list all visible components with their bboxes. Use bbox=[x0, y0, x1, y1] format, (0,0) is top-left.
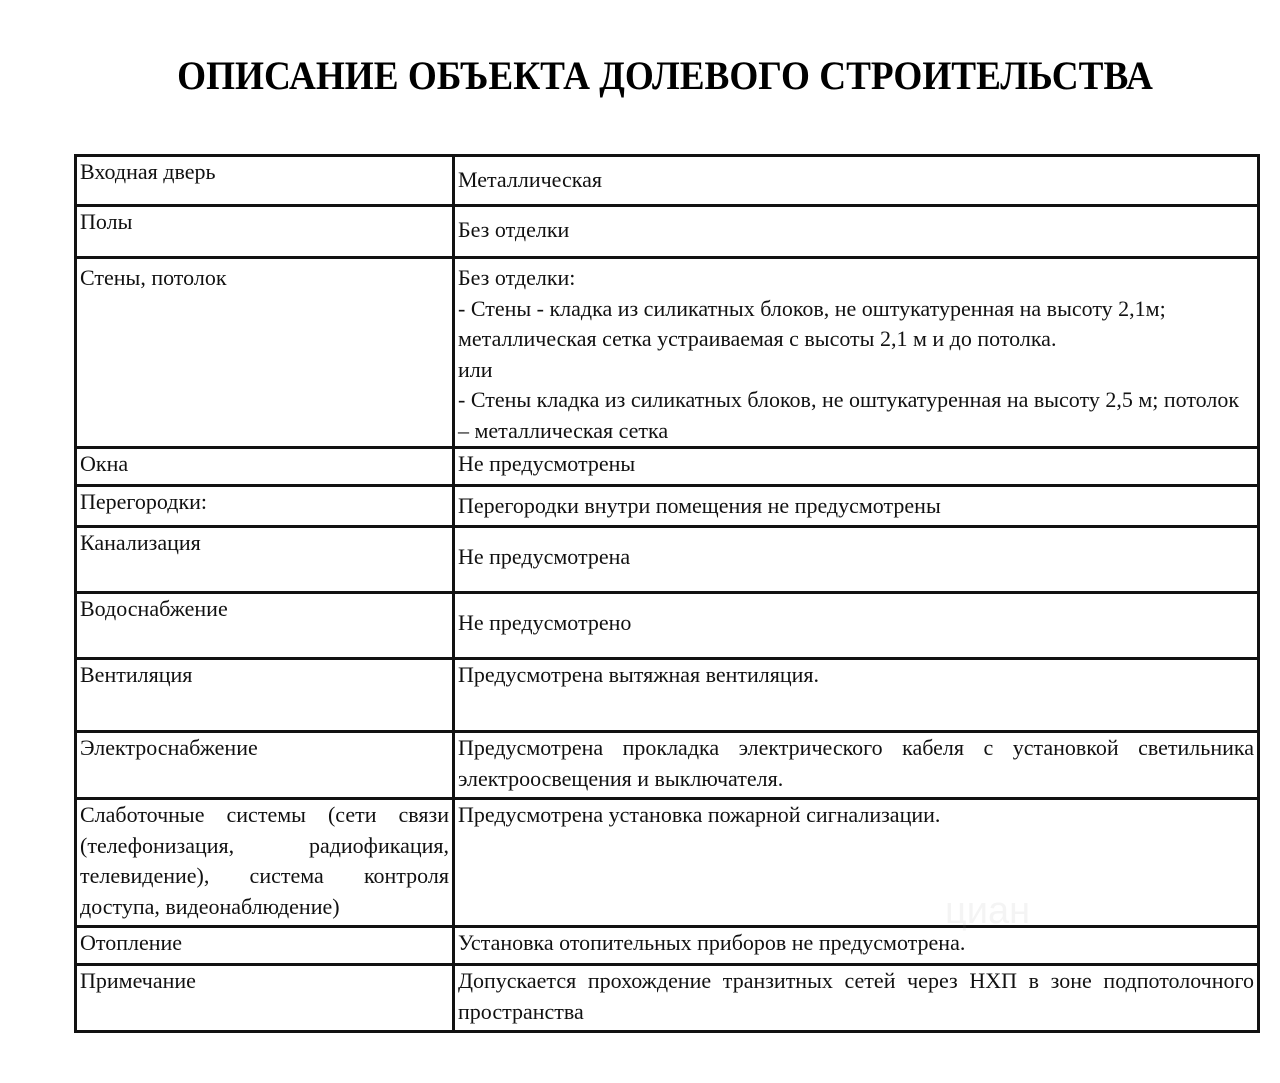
row-label-note: Примечание bbox=[76, 965, 454, 1032]
row-value-partitions: Перегородки внутри помещения не предусмотрены bbox=[454, 486, 1259, 527]
table-row bbox=[76, 206, 1259, 258]
watermark: циан bbox=[945, 890, 1031, 932]
row-value-entrance-door: Металлическая bbox=[454, 156, 1259, 206]
row-label-water-supply: Водоснабжение bbox=[76, 593, 454, 659]
table-row bbox=[76, 486, 1259, 527]
row-label-ventilation: Вентиляция bbox=[76, 659, 454, 732]
row-value-low-current-systems: Предусмотрена установка пожарной сигнализации. bbox=[454, 799, 1259, 927]
table-row bbox=[76, 156, 1259, 206]
table-row bbox=[76, 448, 1259, 486]
row-label-sewerage: Канализация bbox=[76, 527, 454, 593]
row-label-heating: Отопление bbox=[76, 927, 454, 965]
row-label-windows: Окна bbox=[76, 448, 454, 486]
page-title: ОПИСАНИЕ ОБЪЕКТА ДОЛЕВОГО СТРОИТЕЛЬСТВА bbox=[177, 53, 1153, 98]
table-row bbox=[76, 732, 1259, 799]
walls-line-4: - Стены кладка из силикатных блоков, не оштукатуренная на высоту 2,5 м; потолок – металлическая сетка bbox=[458, 387, 1240, 443]
walls-line-1: Без отделки: bbox=[458, 265, 576, 290]
table-row bbox=[76, 799, 1259, 927]
row-value-floors: Без отделки bbox=[454, 206, 1259, 258]
table-row bbox=[76, 659, 1259, 732]
row-value-walls-ceiling bbox=[454, 258, 1259, 448]
row-value-sewerage: Не предусмотрена bbox=[454, 527, 1259, 593]
table-row bbox=[76, 927, 1259, 965]
table-row bbox=[76, 527, 1259, 593]
row-value-power-supply: Предусмотрена прокладка электрического кабеля с установкой светильника электроосвещения и выключателя. bbox=[454, 732, 1259, 799]
row-label-walls-ceiling: Стены, потолок bbox=[76, 258, 454, 448]
row-label-power-supply: Электроснабжение bbox=[76, 732, 454, 799]
row-label-low-current-systems: Слаботочные системы (сети связи (телефонизация, радиофикация, телевидение), система контроля доступа, видеонаблюдение) bbox=[76, 799, 454, 927]
row-label-entrance-door: Входная дверь bbox=[76, 156, 454, 206]
table-row bbox=[76, 965, 1259, 1032]
table-row bbox=[76, 593, 1259, 659]
table-row bbox=[76, 258, 1259, 448]
row-value-windows: Не предусмотрены bbox=[454, 448, 1259, 486]
row-label-floors: Полы bbox=[76, 206, 454, 258]
row-value-heating: Установка отопительных приборов не предусмотрена. bbox=[454, 927, 1259, 965]
walls-line-2: - Стены - кладка из силикатных блоков, не оштукатуренная на высоту 2,1м; металлическая сетка устраиваемая с высоты 2,1 м и до потолка. bbox=[458, 295, 1166, 351]
row-value-water-supply: Не предусмотрено bbox=[454, 593, 1259, 659]
row-label-partitions: Перегородки: bbox=[76, 486, 454, 527]
object-description-table bbox=[74, 154, 1260, 1033]
walls-line-3: или bbox=[458, 356, 493, 382]
row-value-note: Допускается прохождение транзитных сетей через НХП в зоне подпотолочного пространства bbox=[454, 965, 1259, 1032]
row-value-ventilation: Предусмотрена вытяжная вентиляция. bbox=[454, 659, 1259, 732]
